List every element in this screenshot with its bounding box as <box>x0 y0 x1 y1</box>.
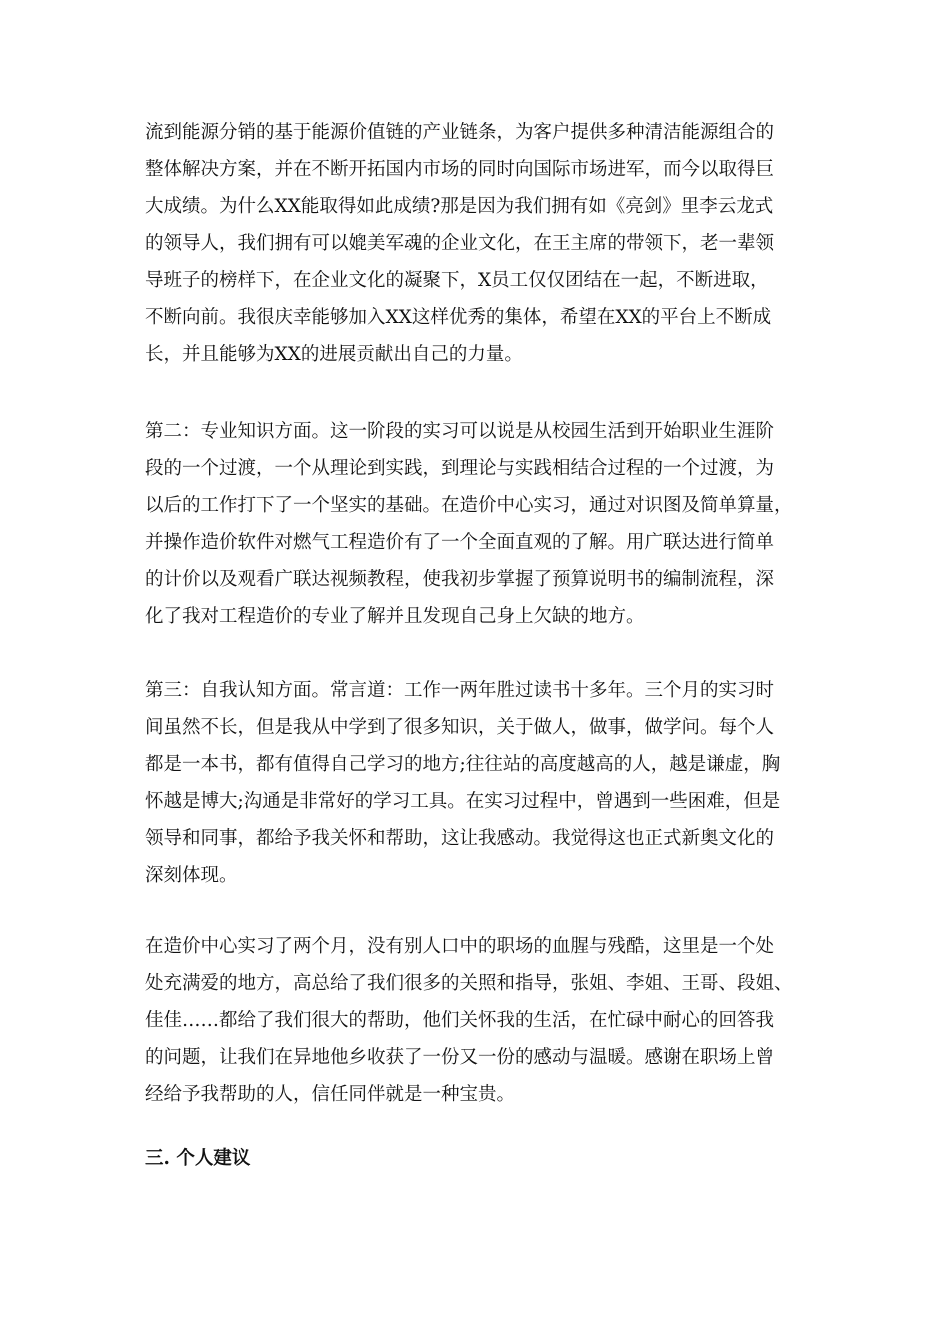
text-line: 流到能源分销的基于能源价值链的产业链条，为客户提供多种清洁能源组合的 <box>145 122 775 143</box>
text-line: 并操作造价软件对燃气工程造价有了一个全面直观的了解。用广联达进行简单 <box>145 532 775 553</box>
text-line: 大成绩。为什么XX能取得如此成绩?那是因为我们拥有如《亮剑》里李云龙式 <box>145 196 774 217</box>
text-line: 第二：专业知识方面。这一阶段的实习可以说是从校园生活到开始职业生涯阶 <box>145 421 775 442</box>
text-line: 怀越是博大;沟通是非常好的学习工具。在实习过程中，曾遇到一些困难，但是 <box>145 791 781 812</box>
text-line: 深刻体现。 <box>145 865 238 886</box>
text-line: 在造价中心实习了两个月，没有别人口中的职场的血腥与残酷，这里是一个处 <box>145 936 775 957</box>
paragraph-self-awareness <box>145 672 815 894</box>
text-line: 经给予我帮助的人，信任同伴就是一种宝贵。 <box>145 1084 516 1105</box>
text-line: 的问题，让我们在异地他乡收获了一份又一份的感动与温暖。感谢在职场上曾 <box>145 1047 775 1068</box>
text-line: 处充满爱的地方，高总给了我们很多的关照和指导，张姐、李姐、王哥、段姐、 <box>145 973 793 994</box>
text-line: 的计价以及观看广联达视频教程，使我初步掌握了预算说明书的编制流程，深 <box>145 569 775 590</box>
text-line: 第三：自我认知方面。常言道：工作一两年胜过读书十多年。三个月的实习时 <box>145 680 775 701</box>
paragraph-professional-knowledge <box>145 413 815 635</box>
paragraph-company-achievements <box>145 114 815 373</box>
text-line: 以后的工作打下了一个坚实的基础。在造价中心实习，通过对识图及简单算量， <box>145 495 793 516</box>
text-line: 导班子的榜样下，在企业文化的凝聚下，X员工仅仅团结在一起，不断进取， <box>145 270 769 291</box>
text-line: 化了我对工程造价的专业了解并且发现自己身上欠缺的地方。 <box>145 606 645 627</box>
text-line: 整体解决方案，并在不断开拓国内市场的同时向国际市场进军，而今以取得巨 <box>145 159 775 180</box>
text-line: 领导和同事，都给予我关怀和帮助，这让我感动。我觉得这也正式新奥文化的 <box>145 828 775 849</box>
text-line: 都是一本书，都有值得自己学习的地方;往往站的高度越高的人，越是谦虚，胸 <box>145 754 781 775</box>
text-line: 的领导人，我们拥有可以媲美军魂的企业文化，在王主席的带领下，老一辈领 <box>145 233 775 254</box>
text-line: 间虽然不长，但是我从中学到了很多知识，关于做人，做事，做学问。每个人 <box>145 717 775 738</box>
text-line: 不断向前。我很庆幸能够加入XX这样优秀的集体，希望在XX的平台上不断成 <box>145 307 772 328</box>
paragraph-internship-gratitude <box>145 928 815 1113</box>
text-line: 长，并且能够为XX的进展贡献出自己的力量。 <box>145 344 523 365</box>
text-line: 佳佳……都给了我们很大的帮助，他们关怀我的生活，在忙碌中耐心的回答我 <box>145 1010 775 1031</box>
text-line: 段的一个过渡，一个从理论到实践，到理论与实践相结合过程的一个过渡，为 <box>145 458 775 479</box>
section-heading: 三. 个人建议 <box>145 1148 251 1169</box>
